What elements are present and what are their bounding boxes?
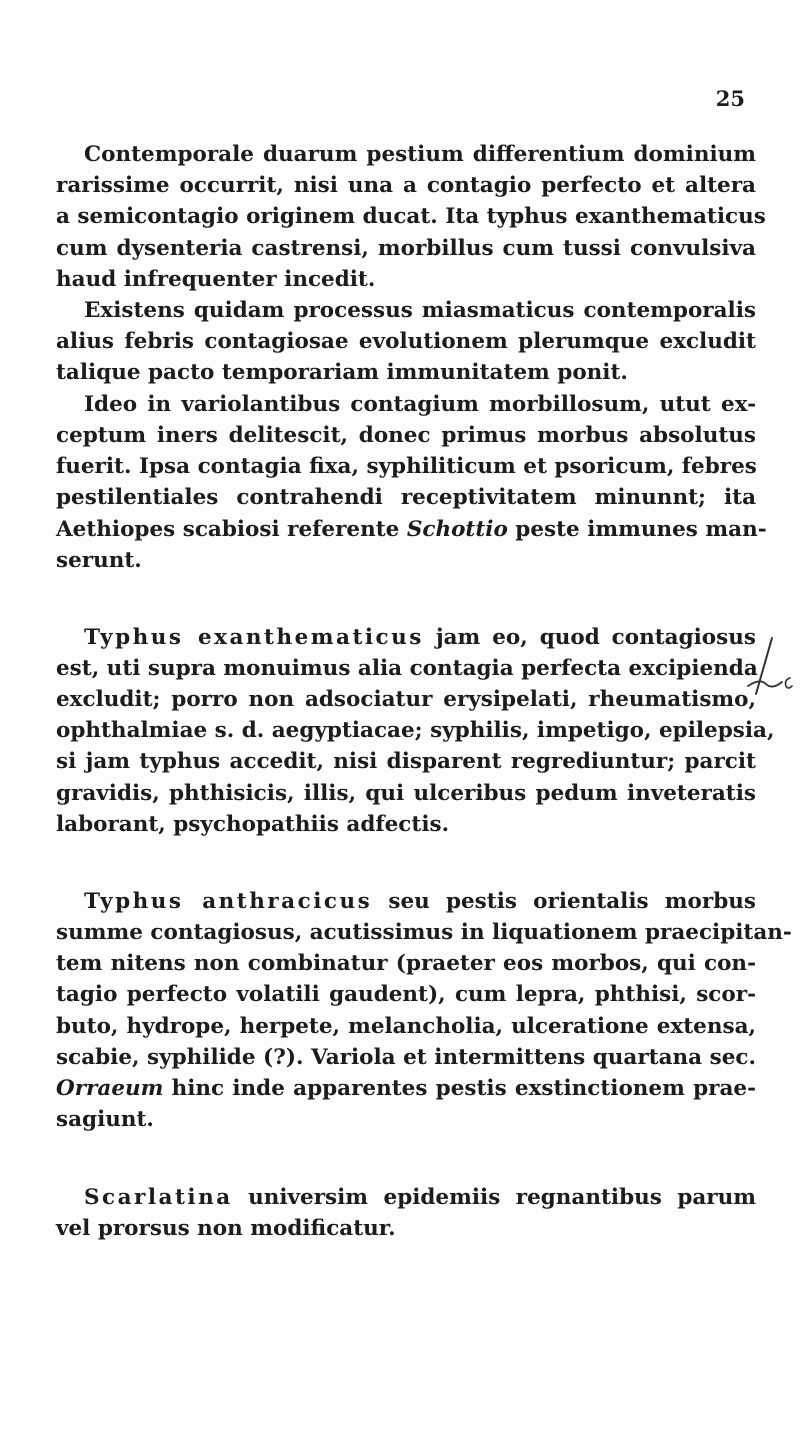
text-line: gravidis, phthisicis, illis, qui ulceribus pedum inveteratis	[56, 781, 756, 806]
text-span: jam eo, quod contagiosus	[423, 625, 756, 650]
text-line: a semicontagio originem ducat. Ita typhus exanthematicus	[56, 204, 766, 229]
text-span: hinc inde apparentes pestis exstinctionem prae-	[163, 1076, 756, 1101]
text-line: est, uti supra monuimus alia contagia perfecta excipienda	[56, 656, 758, 681]
text-span: seu pestis orientalis morbus	[372, 889, 756, 914]
section-term: Typhus anthracicus	[84, 889, 373, 914]
text-line: Ideo in variolantibus contagium morbillosum, utut ex-	[84, 392, 756, 417]
author-name: Schottio	[406, 517, 508, 542]
text-line: haud infrequenter incedit.	[56, 267, 376, 292]
text-line: Contemporale duarum pestium differentium dominium	[84, 142, 756, 167]
text-line: tagio perfecto volatili gaudent), cum lepra, phthisi, scor-	[56, 982, 756, 1007]
section-term: Typhus exanthematicus	[84, 625, 424, 650]
text-line: si jam typhus accedit, nisi disparent regrediuntur; parcit	[56, 749, 756, 774]
text-line: pestilentiales contrahendi receptivitatem minunnt; ita	[56, 485, 756, 510]
text-line: talique pacto temporariam immunitatem ponit.	[56, 360, 628, 385]
page-number: 25	[715, 86, 745, 111]
text-line: rarissime occurrit, nisi una a contagio perfecto et altera	[56, 173, 756, 198]
text-line: excludit; porro non adsociatur erysipelati, rheumatismo,	[56, 687, 756, 712]
author-name: Orraeum	[56, 1076, 164, 1101]
text-line: summe contagiosus, acutissimus in liquationem praecipitan-	[56, 920, 792, 945]
text-line	[84, 624, 756, 652]
text-line: sagiunt.	[56, 1107, 154, 1132]
text-span: universim epidemiis regnantibus parum	[232, 1185, 756, 1210]
text-line: serunt.	[56, 548, 142, 573]
text-line: ophthalmiae s. d. aegyptiacae; syphilis, impetigo, epilepsia,	[56, 718, 775, 743]
text-line: alius febris contagiosae evolutionem plerumque excludit	[56, 329, 756, 354]
text-line	[56, 516, 767, 544]
text-line: vel prorsus non modificatur.	[56, 1216, 396, 1241]
text-span: Aethiopes scabiosi referente	[56, 517, 407, 542]
text-line: scabie, syphilide (?). Variola et intermittens quartana sec.	[56, 1045, 756, 1070]
text-line: laborant, psychopathiis adfectis.	[56, 812, 450, 837]
text-line: fuerit. Ipsa contagia fixa, syphiliticum et psoricum, febres	[56, 454, 757, 479]
text-line: Existens quidam processus miasmaticus contemporalis	[84, 298, 756, 323]
text-line: cum dysenteria castrensi, morbillus cum tussi convulsiva	[56, 236, 756, 261]
section-term: Scarlatina	[84, 1185, 233, 1210]
text-line	[84, 888, 756, 916]
text-line: ceptum iners delitescit, donec primus morbus absolutus	[56, 423, 756, 448]
handwritten-margin-mark	[742, 630, 796, 710]
text-line	[84, 1184, 756, 1212]
text-span: peste immunes man-	[507, 517, 767, 542]
text-line: tem nitens non combinatur (praeter eos morbos, qui con-	[56, 951, 756, 976]
text-line	[56, 1075, 756, 1103]
text-line: buto, hydrope, herpete, melancholia, ulceratione extensa,	[56, 1014, 756, 1039]
